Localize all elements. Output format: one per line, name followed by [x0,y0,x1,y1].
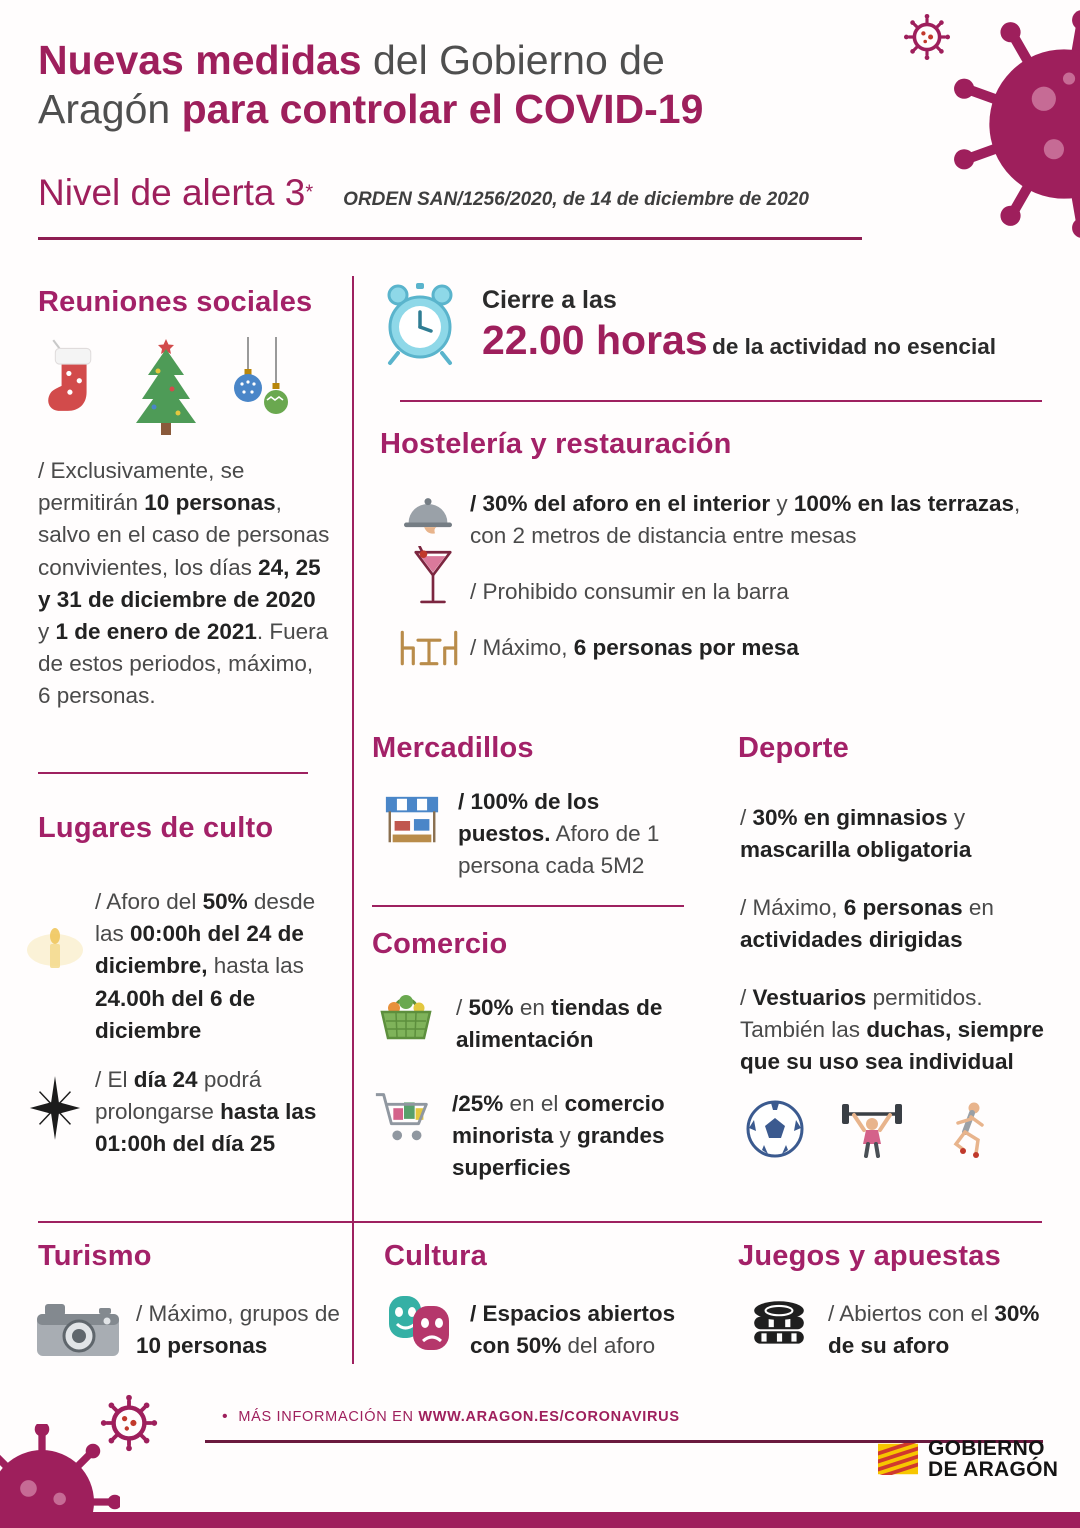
cloche-icon [400,490,456,538]
hosteleria-text-3: / Máximo, 6 personas por mesa [470,635,799,660]
gov-line-1: GOBIERNO [928,1437,1045,1460]
section-heading-turismo: Turismo [38,1240,152,1272]
cierre-line [482,317,1048,364]
page-title-line-1: Nuevas medidas del Gobierno de [38,37,665,83]
cierre-rest: de la actividad no esencial [712,334,996,359]
soccer-ball-icon [744,1098,806,1160]
deporte-text-3: / Vestuarios permitidos. También las duchas, siempre que su uso sea individual [740,985,1044,1075]
lugares-text-2: / El día 24 podrá prolongarse hasta las 01:00h del día 25 [95,1067,317,1157]
theater-masks-icon [382,1292,458,1354]
alarm-clock-icon [378,280,462,370]
section-heading-lugares-de-culto: Lugares de culto [38,812,274,844]
hosteleria-text-1: / 30% del aforo en el interior y 100% en las terrazas, con 2 metros de distancia entre mesas [470,491,1021,549]
cocktail-icon [412,546,454,612]
turismo-text: / Máximo, grupos de 10 personas [136,1301,340,1359]
shopping-cart-icon [372,1084,436,1146]
cultura-text: / Espacios abiertos con 50% del aforo [470,1301,676,1359]
ornaments-icon [226,336,296,438]
comercio-text-2: /25% en el comercio minorista y grandes superficies [452,1091,665,1181]
star-icon [26,1076,84,1140]
gobierno-aragon-text [928,1438,1058,1481]
virus-icon [900,10,954,64]
reuniones-text: / Exclusivamente, se permitirán 10 personas, salvo en el caso de personas convivientes, los días 24, 25 y 31 de diciembre de 2020 y 1 de enero de 2021. Fuera de estos periodos, máximo, 6 personas. [38,458,330,709]
section-heading-comercio: Comercio [372,928,508,960]
poker-chips-icon [748,1294,810,1352]
gobierno-aragon-logo [878,1438,1058,1481]
market-stall-icon [382,792,442,850]
table-chairs-icon [396,626,462,670]
header-divider [38,237,862,240]
page-title-line-2: Aragón para controlar el COVID-19 [38,86,704,133]
bullet-icon: • [222,1408,229,1425]
section-divider [400,400,1042,402]
cierre-block [482,286,1048,364]
weightlifter-icon [840,1098,904,1160]
camera-icon [34,1296,122,1360]
section-heading-mercadillos: Mercadillos [372,732,534,764]
more-info-line [222,1408,680,1426]
more-info-url: WWW.ARAGON.ES/CORONAVIRUS [418,1409,680,1425]
stocking-icon [38,338,106,438]
gov-line-2: DE ARAGÓN [928,1458,1059,1482]
column-divider [352,276,354,1364]
runner-icon [938,1098,996,1160]
deporte-text-1: / 30% en gimnasios y mascarilla obligatoria [740,805,972,863]
more-info-prefix: MÁS INFORMACIÓN EN [238,1409,419,1425]
juegos-text: / Abiertos con el 30% de su aforo [828,1301,1040,1359]
alert-level: Nivel de alerta 3* [38,172,314,213]
cierre-time: 22.00 horas [482,317,708,363]
page-title [38,36,898,134]
deporte-icons-row [744,1098,996,1160]
christmas-tree-icon [128,336,204,438]
section-divider [372,905,684,907]
section-heading-deporte: Deporte [738,732,849,764]
lugares-text-1: / Aforo del 50% desde las 00:00h del 24 de diciembre, hasta las 24.00h del 6 de diciembre [95,889,316,1043]
bottom-accent-bar [0,1512,1080,1528]
section-divider [38,772,308,774]
section-heading-juegos: Juegos y apuestas [738,1240,1001,1272]
section-heading-hosteleria: Hostelería y restauración [380,428,732,460]
mercadillos-text: / 100% de los puestos. Aforo de 1 persona cada 5M2 [458,789,660,879]
alert-level-row [38,172,809,214]
virus-icon [948,8,1080,240]
hosteleria-text-2: / Prohibido consumir en la barra [470,579,789,604]
candle-icon [22,918,88,976]
comercio-text-1: / 50% en tiendas de alimentación [456,995,663,1053]
christmas-icons-row [38,330,328,438]
order-reference: ORDEN SAN/1256/2020, de 14 de diciembre de 2020 [343,189,809,210]
deporte-text-2: / Máximo, 6 personas en actividades dirigidas [740,895,994,953]
section-heading-reuniones: Reuniones sociales [38,286,313,318]
alert-footnote-mark: * [305,181,314,204]
bottom-row-divider [38,1221,1042,1223]
section-heading-cultura: Cultura [384,1240,487,1272]
aragon-flag-icon [878,1443,918,1475]
grocery-basket-icon [376,986,436,1044]
cierre-intro: Cierre a las [482,286,617,314]
